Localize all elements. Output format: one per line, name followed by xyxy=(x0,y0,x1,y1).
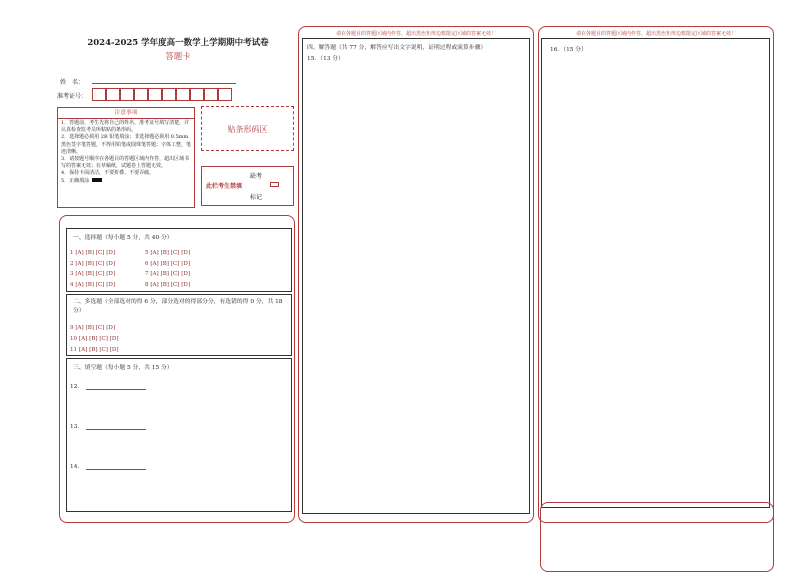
name-label: 姓 名： xyxy=(60,79,85,86)
question-16-label: 16．（15 分） xyxy=(550,47,587,53)
exam-id-digit-box[interactable] xyxy=(134,88,148,101)
exam-id-label: 准考证号： xyxy=(57,93,88,100)
solution-16-area[interactable] xyxy=(541,38,770,508)
notice-body xyxy=(61,120,192,185)
choice-row[interactable]: 4 [A] [B] [C] [D] xyxy=(70,281,116,288)
multi-select-row[interactable]: 10 [A] [B] [C] [D] xyxy=(70,336,119,342)
fill-blank-section xyxy=(66,358,292,512)
answer-card-label: 答题卡 xyxy=(165,52,191,62)
choice-row[interactable]: 2 [A] [B] [C] [D] xyxy=(70,260,116,267)
fill-blank-section-header: 三、填空题（每小题 5 分，共 15 分） xyxy=(73,365,173,371)
notice-title: 注意事项 xyxy=(58,108,194,119)
multi-select-section-header: 二、多选题（全部选对的得 6 分，部分选对的得部分分，有选错的得 0 分，共 18 分） xyxy=(73,299,283,314)
name-field[interactable] xyxy=(92,83,236,84)
fill-blank-item xyxy=(70,461,146,470)
choice-row[interactable]: 7 [A] [B] [C] [D] xyxy=(145,271,191,277)
fill-blank-line[interactable] xyxy=(86,469,146,470)
absent-label-top: 缺考 xyxy=(250,173,263,180)
fill-blank-number: 12． xyxy=(70,384,84,390)
multi-select-row[interactable]: 11 [A] [B] [C] [D] xyxy=(70,347,119,353)
fill-blank-number: 14． xyxy=(70,464,84,470)
choice-row[interactable]: 8 [A] [B] [C] [D] xyxy=(145,281,191,288)
exam-id-digit-box[interactable] xyxy=(204,88,218,101)
exam-id-digit-box[interactable] xyxy=(148,88,162,101)
solution-section-header: 四、解答题（共 77 分，解答应写出文字说明，证明过程或演算步骤） xyxy=(307,45,487,51)
absent-checkbox[interactable] xyxy=(270,182,279,187)
exam-id-digit-box[interactable] xyxy=(162,88,176,101)
question-15-label: 15．（13 分） xyxy=(307,56,344,62)
absent-label-bottom: 标记 xyxy=(250,194,263,201)
middle-warning: 请在各题目的答题区域内作答，超出黑色矩形边框限定区域的答案无效！ xyxy=(335,31,496,37)
choice-section-header: 一、选择题（每小题 5 分，共 40 分） xyxy=(73,235,173,241)
fill-blank-line[interactable] xyxy=(86,389,146,390)
notice-item-label: 5．正确填涂 xyxy=(61,177,90,184)
choice-row[interactable]: 6 [A] [B] [C] [D] xyxy=(145,260,191,267)
choice-row[interactable]: 1 [A] [B] [C] [D] xyxy=(70,250,116,256)
fill-blank-item xyxy=(70,421,146,430)
page-title: 2024-2025 学年度高一数学上学期期中考试卷 xyxy=(87,38,269,48)
barcode-area: 贴条形码区 xyxy=(201,106,294,151)
notice-box xyxy=(57,107,195,208)
multi-select-section xyxy=(66,294,292,356)
right-warning: 请在各题目的答题区域内作答，超出黑色矩形边框限定区域的答案无效！ xyxy=(575,31,736,37)
solution-15-area[interactable] xyxy=(302,38,530,514)
fill-blank-number: 13． xyxy=(70,424,84,430)
fill-blank-item xyxy=(70,381,146,390)
choice-row[interactable]: 5 [A] [B] [C] [D] xyxy=(145,250,191,256)
notice-item-fill-example xyxy=(61,178,192,185)
exam-id-digit-box[interactable] xyxy=(106,88,120,101)
notice-item: 3．请按题号顺序在各题目的答题区域内作答，超出区域书写的答案无效；在草稿纸，试题卷上答题无效。 xyxy=(61,156,190,170)
filled-mark-swatch xyxy=(92,178,102,182)
multi-select-row[interactable]: 9 [A] [B] [C] [D] xyxy=(70,325,116,331)
exam-id-digit-box[interactable] xyxy=(190,88,204,101)
exam-id-digit-box[interactable] xyxy=(92,88,106,101)
exam-id-digit-box[interactable] xyxy=(218,88,232,101)
exam-id-digit-box[interactable] xyxy=(120,88,134,101)
exam-id-digit-box[interactable] xyxy=(176,88,190,101)
choice-row[interactable]: 3 [A] [B] [C] [D] xyxy=(70,271,116,277)
choice-section xyxy=(66,228,292,292)
notice-item: 2．选择题必须用 2B 铅笔填涂；非选择题必须用 0.5mm 黑色签字笔答题，不得用铅笔或圆珠笔答题；字体工整，笔迹清晰。 xyxy=(61,134,192,155)
notice-item: 1．答题前，考生先将自己的姓名，准考证号填写清楚，并认真检查监考员所粘贴的条形码。 xyxy=(61,120,190,134)
fill-blank-line[interactable] xyxy=(86,429,146,430)
notice-item: 4．保持卡面清洁，不要折叠、不要弄破。 xyxy=(61,170,155,177)
absent-mark-box xyxy=(201,166,294,206)
absent-note: 此栏考生禁填 xyxy=(206,183,243,190)
